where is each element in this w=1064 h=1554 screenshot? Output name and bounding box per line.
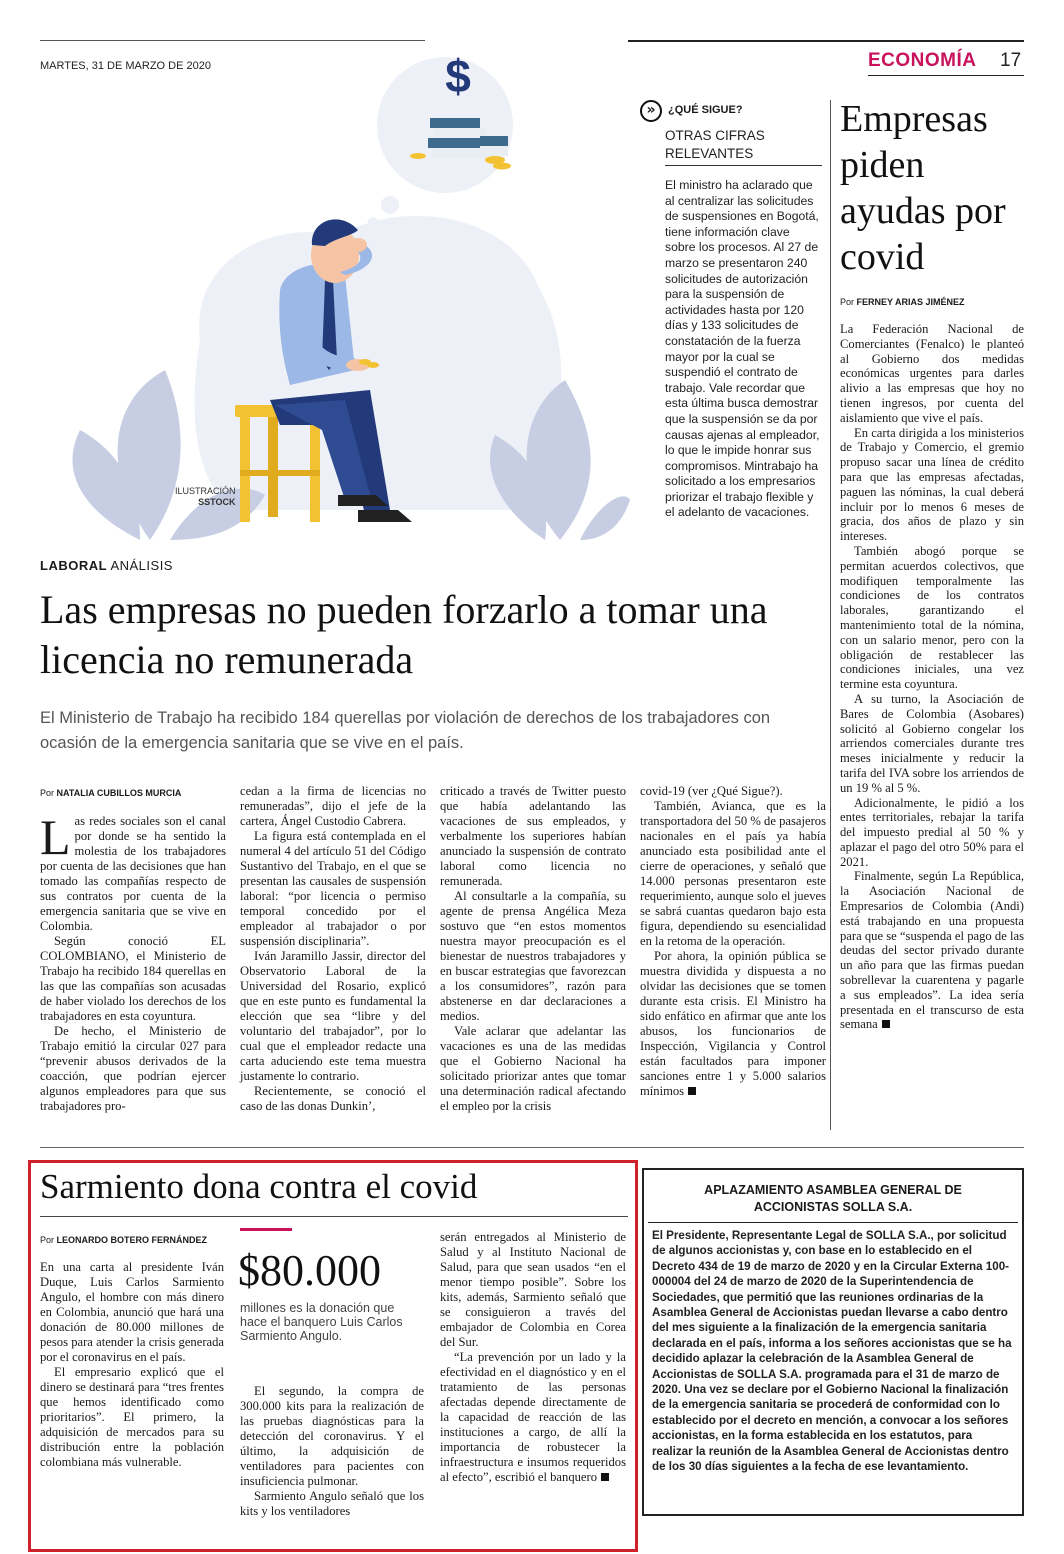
side-paragraph: También abogó porque se permitan acuerdos colectivos, que modifiquen temporalmente las condiciones de los contratos laborales, garantizando el mantenimiento total de la nómina, con un salario menor, pero con la obligación de restablecer las condiciones iniciales, una vez termine esta coyuntura. bbox=[840, 543, 1024, 692]
section-name: ECONOMÍA bbox=[868, 50, 977, 71]
main-byline-prefix: Por bbox=[40, 788, 55, 798]
dropcap: L bbox=[40, 809, 71, 865]
main-deck: El Ministerio de Trabajo ha recibido 184 querellas por violación de derechos de los trabajadores con ocasión de la emergencia sanitaria que se vive en el país. bbox=[40, 709, 771, 752]
main-paragraph bbox=[40, 809, 226, 934]
bottom-byline-name: LEONARDO BOTERO FERNÁNDEZ bbox=[56, 1235, 208, 1245]
main-paragraph: covid-19 (ver ¿Qué Sigue?). bbox=[640, 784, 783, 798]
main-paragraph: Recientemente, se conoció el caso de las donas Dunkin’, bbox=[240, 1084, 426, 1113]
notice-title bbox=[644, 1182, 1022, 1216]
main-column-1 bbox=[40, 809, 226, 1114]
bottom-paragraph: En una carta al presidente Iván Duque, Luis Carlos Sarmiento Angulo, el hombre con más dinero en Colombia, anunció que hará una donación de 80.000 millones de pesos para atender la crisis generada por el coronavirus en el país. bbox=[40, 1260, 224, 1364]
main-paragraph: Al consultarle a la compañía, su agente de prensa Angélica Meza sostuvo que “en estos momentos nuestra mayor preocupación es el bienestar de nuestros trabajadores y en buscar estrategias que favorezcan a los consumidores”, razón para abstenerse en dar declaraciones a medios. bbox=[440, 889, 626, 1023]
credit-line-1: ILUSTRACIÓN bbox=[175, 486, 236, 496]
column-divider-right bbox=[830, 100, 831, 1130]
main-column-3 bbox=[440, 784, 626, 1114]
end-mark-icon bbox=[882, 1020, 890, 1028]
bottom-paragraph: Sarmiento Angulo señaló que los kits y los ventiladores bbox=[240, 1489, 424, 1518]
side-paragraph: La Federación Nacional de Comerciantes (Fenalco) le planteó al Gobierno dos medidas económicas urgentes para darles alivio a las empresas que hoy no tienen ingresos, por cuenta del aislamiento que vive el país. bbox=[840, 322, 1024, 425]
side-paragraph: A su turno, la Asociación de Bares de Colombia (Asobares) solicitó al Gobierno congelar los arriendos comerciales durante tres meses inicialmente y reducir la tarifa del IVA sobre los arriendos de un 19 % al 5 %. bbox=[840, 691, 1024, 795]
bottom-byline-prefix: Por bbox=[40, 1235, 55, 1245]
side-byline bbox=[840, 297, 965, 307]
side-paragraph: En carta dirigida a los ministerios de Trabajo y Comercio, el gremio propuso sacar una línea de crédito para que las empresas afectadas, paguen las nóminas, la cual deberá incluir por lo menos 6 meses de gracia, dos años de plazo y sin intereses. bbox=[840, 425, 1024, 544]
bottom-headline-rule bbox=[40, 1216, 628, 1217]
bottom-paragraph: El empresario explicó que el dinero se destinará para “tres frentes que hemos identificado como prioritarios”. El primero, la adquisición de mercados para su distribución entre la población colombiana más vulnerable. bbox=[40, 1365, 224, 1469]
side-paragraph-text: Finalmente, según La República, la Asociación Nacional de Empresarios de Colombia (Andi) está trabajando en una propuesta para que se “suspenda el pago de las deudas del sector privado durante un año para que las firmas puedan sobrellevar la cuarentena y pagarle a sus empleados”. La idea sería presentada en el transcurso de esta semana bbox=[840, 869, 1024, 1032]
main-paragraph: Iván Jaramillo Jassir, director del Observatorio Laboral de la Universidad del Rosario, explicó que en este punto es fundamental la elección que sea “libre y del voluntario del trabajador”, por lo cual que el empleador redacte una carta aduciendo este tema muestra justamente lo contrario. bbox=[240, 949, 426, 1083]
end-mark-icon bbox=[601, 1473, 609, 1481]
section-underline bbox=[868, 75, 1024, 76]
que-sigue-kicker: ¿QUÉ SIGUE? bbox=[668, 104, 743, 116]
illustration-worried-man bbox=[40, 40, 630, 560]
side-byline-name: FERNEY ARIAS JIMÉNEZ bbox=[856, 297, 965, 307]
main-paragraph-text: Por ahora, la opinión pública se muestra dividida y dispuesta a no olvidar las decisiones que se tomen durante esta crisis. El Ministro ha sido enfático en afirmar que ante los abusos, los funcionarios de Inspección, Vigilancia y Control están facultados para imponer sanciones entre 1 y 5.000 salarios mínimos bbox=[640, 949, 826, 1098]
notice-box bbox=[642, 1168, 1024, 1516]
side-paragraph: Adicionalmente, le pidió a los entes territoriales, rebajar la tarifa del impuesto predial al 50 % y aplazar el pago del otro 50% para el 2021. bbox=[840, 795, 1024, 869]
bottom-headline: Sarmiento dona contra el covid bbox=[40, 1167, 478, 1206]
que-sigue-rule bbox=[665, 165, 822, 166]
bottom-paragraph-text: “La prevención por un lado y la efectividad en el diagnóstico y en el tratamiento de las personas afectadas depende directamente de la capacidad de reacción de las instituciones a cargo, de allí la importancia de robustecer la infraestructura e insumos requeridos al efecto”, escribió el banquero bbox=[440, 1350, 626, 1484]
que-sigue-body: El ministro ha aclarado que al centralizar las solicitudes de suspensiones en Bogotá, tiene información clave sobre los procesos. Al 27 de marzo se presentaron 240 solicitudes de autorización para la suspensión de actividades hasta por 120 días y 133 solicitudes de constatación de la fuerza mayor por la cual se suspendió el contrato de trabajo. Vale recordar que esta última busca demostrar que la suspensión se da por causas ajenas al empleador, lo que le impide honrar sus compromisos. Mintrabajo ha solicitado a los empresarios priorizar el trabajo flexible y el adelanto de vacaciones. bbox=[665, 178, 820, 520]
main-byline bbox=[40, 788, 181, 798]
main-headline: Las empresas no pueden forzarlo a tomar una licencia no remunerada bbox=[40, 587, 768, 682]
main-paragraph-text: as redes sociales son el canal por donde se ha sentido la molestia de los trabajadores por cuenta de las decisiones que han tomado las compañías respecto de sus contratos por cuenta de la emergencia sanitaria que se vive en Colombia. bbox=[40, 814, 226, 933]
notice-body: El Presidente, Representante Legal de SOLLA S.A., por solicitud de algunos accionistas y, con base en lo establecido en el Decreto 434 de 19 de marzo de 2020 y en la Circular Externa 100-000004 del 24 de marzo de 2020 de la Superintendencia de Sociedades, que permitió que las reuniones ordinarias de la Asamblea General de Accionistas puedan llevarse a cabo dentro del mes siguiente a la finalización de la emergencia sanitaria declarada en el país, informa a los señores accionistas que se ha decidido aplazar la celebración de la Asamblea General de Accionistas de SOLLA S.A. programada para el 31 de marzo de 2020. Una vez se declare por el Gobierno Nacional la finalización de la emergencia sanitaria se procederá de conformidad con lo establecido por el decreto en mención, a convocar a los señores accionistas, en la forma establecida en los estatutos, para realizar la reunión de la Asamblea General de Accionistas dentro de los 30 días siguientes a la fecha de ese levantamiento. bbox=[652, 1229, 1012, 1474]
side-headline: Empresas piden ayudas por covid bbox=[840, 98, 1006, 278]
side-paragraph bbox=[840, 869, 1024, 1032]
side-article-body bbox=[840, 322, 1024, 1032]
main-paragraph: cedan a la firma de licencias no remuneradas”, dijo el jefe de la cartera, Ángel Custodio Cabrera. bbox=[240, 784, 426, 828]
donation-caption: millones es la donación que hace el banquero Luis Carlos Sarmiento Angulo. bbox=[240, 1301, 403, 1343]
donation-figure: $80.000 bbox=[238, 1246, 381, 1295]
que-sigue-title: OTRAS CIFRAS RELEVANTES bbox=[665, 128, 765, 161]
header-rule-right bbox=[628, 40, 1024, 42]
kicker-bold: LABORAL bbox=[40, 558, 108, 573]
notice-title-line-2: ACCIONISTAS SOLLA S.A. bbox=[753, 1200, 913, 1214]
main-paragraph: Según conoció EL COLOMBIANO, el Ministerio de Trabajo ha recibido 184 querellas en las que las compañías son acusadas de haber violado los derechos de los trabajadores en esta coyuntura. bbox=[40, 934, 226, 1023]
dollar-sign-icon: $ bbox=[445, 50, 471, 102]
credit-line-2: SSTOCK bbox=[198, 497, 236, 507]
figure-accent-rule bbox=[240, 1228, 292, 1231]
section-divider bbox=[40, 1147, 1024, 1148]
bottom-column-2 bbox=[240, 1384, 424, 1519]
double-chevron-icon: » bbox=[640, 100, 662, 122]
main-paragraph: También, Avianca, que es la transportadora del 50 % de pasajeros nacionales en el país ya había anunciado esta posibilidad ante el cierre de operaciones, y señaló que 14.000 personas presentaron este requerimiento, aunque solo el jueves se sabrá cuantas quedaron bajo esta figura, dependiendo su esencialidad en la retoma de la operación. bbox=[640, 799, 826, 948]
notice-rule bbox=[648, 1222, 1018, 1223]
main-paragraph: La figura está contemplada en el numeral 4 del artículo 51 del Código Sustantivo del Trabajo, en el que se presentan las causales de suspensión laboral: “por licencia o permiso temporal concedido por el empleador al trabajador o por suspensión disciplinaria”. bbox=[240, 829, 426, 948]
page-number: 17 bbox=[1000, 50, 1022, 71]
bottom-paragraph: serán entregados al Ministerio de Salud y al Instituto Nacional de Salud, para que sean usados “en el menor tiempo posible”. Sobre los kits, además, Sarmiento señaló que se consiguieron a través del embajador de Colombia en Corea del Sur. bbox=[440, 1230, 626, 1349]
main-paragraph bbox=[640, 949, 826, 1099]
bottom-column-3 bbox=[440, 1230, 626, 1485]
main-byline-name: NATALIA CUBILLOS MURCIA bbox=[56, 788, 182, 798]
illustration-credit bbox=[175, 486, 236, 508]
bottom-byline bbox=[40, 1235, 207, 1245]
bottom-column-1 bbox=[40, 1260, 224, 1470]
main-paragraph: Vale aclarar que adelantar las vacaciones es una de las medidas que el Gobierno Nacional ha solicitado priorizar antes que tomar una determinación radical afectando el empleo por la crisis bbox=[440, 1024, 626, 1113]
main-paragraph: De hecho, el Ministerio de Trabajo emitió la circular 027 para “prevenir abusos derivados de la coacción, que podrían ejercer algunos empleadores para que sus trabajadores pro- bbox=[40, 1024, 226, 1113]
main-column-4 bbox=[640, 784, 826, 1099]
main-column-2 bbox=[240, 784, 426, 1114]
bottom-paragraph: El segundo, la compra de 300.000 kits para la realización de las pruebas diagnósticas para la detección del coronavirus. Y el último, la adquisición de ventiladores para pacientes con insuficiencia pulmonar. bbox=[240, 1384, 424, 1488]
end-mark-icon bbox=[688, 1087, 696, 1095]
main-paragraph: criticado a través de Twitter puesto que había adelantando las vacaciones de sus empleados, y verbalmente los superiores habían anunciado la suspensión de contrato laboral como licencia no remunerada. bbox=[440, 784, 626, 888]
side-byline-prefix: Por bbox=[840, 297, 855, 307]
notice-title-line-1: APLAZAMIENTO ASAMBLEA GENERAL DE bbox=[704, 1183, 962, 1197]
kicker-light: ANÁLISIS bbox=[110, 558, 173, 573]
issue-date: MARTES, 31 DE MARZO DE 2020 bbox=[40, 60, 211, 72]
main-kicker bbox=[40, 558, 173, 573]
bottom-paragraph bbox=[440, 1350, 626, 1485]
